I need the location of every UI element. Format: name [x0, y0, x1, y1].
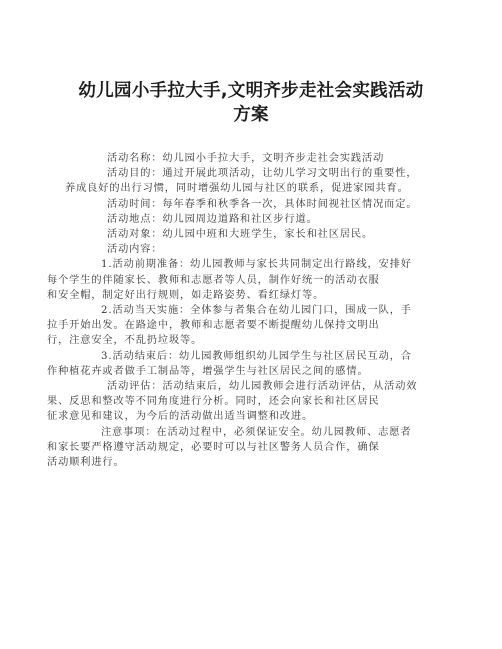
- paragraph-line: 征求意见和建议，为今后的活动做出适当调整和改进。: [47, 411, 314, 423]
- paragraph-line: 和家长要严格遵守活动规定，必要时可以与社区警务人员合作，确保: [47, 441, 380, 453]
- paragraph-line: 每个学生的伴随家长、教师和志愿者等人员，制作好统一的活动衣服: [47, 274, 380, 286]
- paragraph-activity-name: 活动名称：幼儿园小手拉大手，文明齐步走社会实践活动: [107, 153, 385, 164]
- paragraph-activity-content: 活动内容：: [107, 244, 163, 256]
- paragraph-line: 活动顺利进行。: [47, 457, 125, 469]
- paragraph-step-2: 2.活动当天实施：全体参与者集合在幼儿园门口，围成一队，手: [101, 305, 412, 317]
- paragraph-step-1: 1.活动前期准备：幼儿园教师与家长共同制定出行路线，安排好: [101, 259, 412, 271]
- title-line-1: 幼儿园小手拉大手,文明齐步走社会实践活动: [78, 81, 424, 101]
- paragraph-line: 和安全帽，制定好出行规则，如走路姿势、看红绿灯等。: [47, 289, 325, 301]
- paragraph-line: 行，注意安全，不乱扔垃圾等。: [47, 335, 203, 347]
- paragraph-activity-purpose: 活动目的：通过开展此项活动，让幼儿学习文明出行的重要性，: [107, 168, 418, 180]
- paragraph-step-3: 3.活动结束后：幼儿园教师组织幼儿园学生与社区居民互动，合: [101, 350, 412, 362]
- paragraph-activity-location: 活动地点：幼儿园周边道路和社区步行道。: [107, 213, 318, 225]
- document-body: [47, 151, 441, 470]
- paragraph-evaluation: 活动评估：活动结束后，幼儿园教师会进行活动评估，从活动效: [107, 381, 418, 393]
- paragraph-activity-time: 活动时间：每年春季和秋季各一次，具体时间视社区情况而定。: [107, 198, 418, 210]
- paragraph-line: 作种植花卉或者做手工制品等，增强学生与社区居民之间的感情。: [47, 365, 369, 377]
- document-title: [50, 79, 452, 127]
- paragraph-line: 果、反思和整改等不同角度进行分析。同时，还会向家长和社区居民: [47, 396, 380, 408]
- paragraph-line: 拉手开始出发。在路途中，教师和志愿者要不断提醒幼儿保持文明出: [47, 320, 380, 332]
- paragraph-line: 养成良好的出行习惯，同时增强幼儿园与社区的联系，促进家园共育。: [65, 183, 409, 195]
- paragraph-activity-audience: 活动对象：幼儿园中班和大班学生，家长和社区居民。: [107, 229, 374, 241]
- title-line-2: 方案: [233, 105, 269, 125]
- paragraph-notes: 注意事项：在活动过程中，必须保证安全。幼儿园教师、志愿者: [101, 426, 412, 438]
